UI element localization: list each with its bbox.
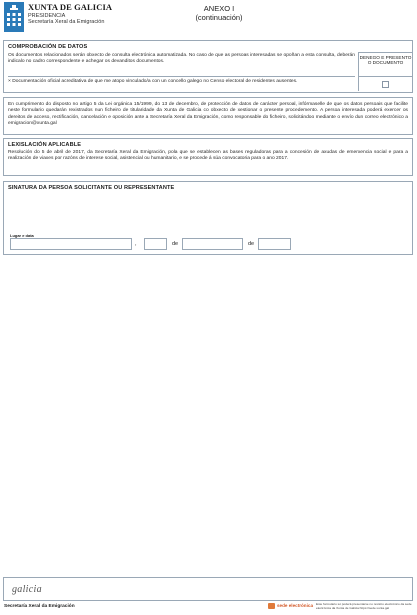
footer-note: Este formulario só poderá presentarse no rexistro electrónico da sede electrónica da Xunta de Galicia https://sede.xunta.gal [316,602,412,610]
data-protection-text: En cumprimento do disposto no artigo 5 da Lei orgánica 15/1999, do 13 de decembro, de protección de datos de carácter persoal, infórmaselle de que os datos persoais que facilite neste formulario quedarán rexistrados nun ficheiro de titularidade da Xunta de Galicia co obxecto de xestionar o presente procedemento. A persoa interesada poderá exercer os dereitos de acceso, rectificación, cancelación e oposición ante a Secretaría Xeral da Emigración, como responsable do ficheiro, solicitándoo mediante o envío dun correo electrónico a emigracion@xunta.gal [8,102,408,126]
signature-section [3,181,413,255]
month-input[interactable] [182,238,243,250]
de-separator-1: de [172,241,179,247]
legislation-title: LEXISLACIÓN APLICABLE [8,142,82,148]
sede-label: sede electrónica [277,603,314,609]
data-verification-title: COMPROBACIÓN DE DATOS [8,44,88,50]
organization-unit: Secretaría Xeral da Emigración [28,19,105,25]
sede-electronica-link[interactable] [268,603,313,609]
footer-department: Secretaría Xeral da Emigración [4,604,75,609]
sede-icon [268,603,275,609]
de-separator-2: de [248,241,255,247]
data-verification-section [3,40,413,93]
footer-brand-box [3,577,413,601]
annex-title: ANEXO I [203,4,235,13]
place-input[interactable] [10,238,132,250]
page-header [4,2,413,32]
xunta-logo-icon [4,2,24,32]
verification-item-row [8,76,355,91]
place-date-label: Lugar e data [10,233,34,238]
year-input[interactable] [258,238,291,250]
bullet-icon: × [8,79,11,84]
data-protection-section [3,97,413,135]
galicia-logo: galicia [12,584,42,595]
data-verification-intro: Os documentos relacionados serán obxecto de consulta electrónica automatizada. No caso de que as persoas interesadas se opoñan a esta consulta, deberán indicalo no cadro correspondente e achegar os devanditos documentos. [8,53,355,65]
deny-column-header: DENEGO E PRESENTO O DOCUMENTO [358,52,412,76]
deny-checkbox-cell [358,76,412,91]
day-input[interactable] [144,238,167,250]
legislation-section [3,138,413,176]
signature-title: SINATURA DA PERSOA SOLICITANTE OU REPRESENTANTE [8,185,175,191]
annex-subtitle: (continuación) [195,12,243,22]
verification-item-text [8,79,353,85]
organization-block [28,3,112,26]
deny-checkbox[interactable] [382,81,389,88]
comma-separator: , [135,241,137,247]
annex-heading [154,5,284,22]
verification-item-label: Documentación oficial acreditativa de que me atopo vinculado/a con un concello galego no Censo electoral de residentes ausentes. [12,79,298,84]
organization-department: PRESIDENCIA [28,12,66,19]
organization-name: XUNTA DE GALICIA [28,2,113,12]
legislation-text: Resolución do 5 de abril de 2017, da Secretaría Xeral da Emigración, pola que se establecen as bases reguladoras para a concesión de axudas de emerxencia social e para a realización de viaxes por razóns de interese social, asistencial ou humanitario, e se procede á súa convocatoria para o ano 2017. [8,150,408,162]
